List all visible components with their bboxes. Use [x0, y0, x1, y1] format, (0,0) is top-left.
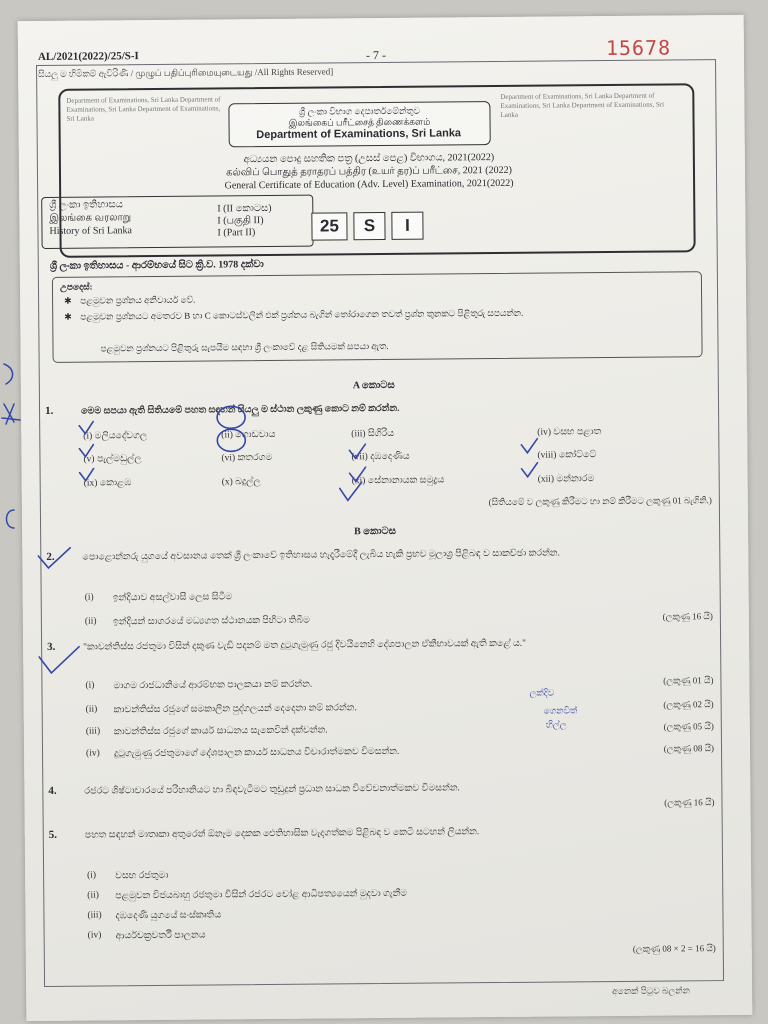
part-ta: I (பகுதி II) [217, 215, 264, 227]
sub-label: (ii) [84, 616, 97, 627]
sub-label: (iv) [86, 748, 100, 759]
instruction-item: පළමුවන ප්‍රශ්නය අනිවාර්ය වේ. [80, 294, 196, 306]
bullet-icon: ✱ [64, 295, 72, 306]
sub-label: (ii) [87, 890, 99, 901]
question-text: රජරට ශිෂ්ටාචාරයේ පරිහානියට හා බිඳවැටීමට තුඩුදුන් ප්‍රධාන සාධක විවේචනාත්මකව විමසන්න. [84, 783, 460, 797]
sub-label: (i) [87, 870, 97, 881]
department-name-en: Department of Examinations, Sri Lanka [256, 127, 462, 142]
part-labels [217, 203, 272, 239]
question-number: 4. [48, 784, 57, 797]
part-b-heading: B කොටස [354, 525, 396, 538]
continued-note: අනෙක් පිටුව බලන්න [612, 985, 690, 997]
serial-number: 15678 [605, 35, 672, 61]
map-option: (iii) සිගිරිය [351, 428, 395, 440]
exam-title [179, 150, 559, 192]
page-number: - 7 - [365, 47, 387, 63]
map-option: (ix) කොළඹ [83, 478, 132, 489]
sub-label: (iv) [87, 930, 102, 941]
sub-text: දඹදෙණි යුගයේ සංස්කෘතිය [115, 910, 222, 922]
part-a-heading: A කොටස [352, 379, 395, 392]
map-option: (x) බදුල්ල [221, 477, 261, 488]
question-marks: (ලකුණු 08 × 2 = 16 යි) [632, 943, 716, 954]
map-option: (vii) දඹදෙණිය [351, 451, 410, 463]
exam-title-ta: கல்விப் பொதுத் தராதரப் பத்திர (உயர் தர)ப் பரீட்சை, 2021 (2022) [225, 164, 512, 179]
subject-en: History of Sri Lanka [49, 225, 133, 237]
subject-ta: இலங்கை வரலாறு [49, 212, 132, 224]
sub-text: මාගම රාජධානියේ ආරම්භක පාලකයා නම් කරන්න. [113, 679, 313, 692]
sub-text: දුටුගැමුණු රජතුමාගේ දේශපාලන කාර්ය සාධනය විචාරාත්මකව විමසන්න. [114, 746, 400, 760]
paper-code: AL/2021(2022)/25/S-I [37, 50, 139, 64]
sub-label: (i) [84, 592, 94, 603]
rights-notice: සියලු ම හිමිකම් ඇවිරිණි / முழுப் பதிப்புரிமையுடையது /All Rights Reserved] [38, 66, 334, 80]
map-option: (vi) කතරගම [221, 452, 273, 464]
instruction-item: පළමුවන ප්‍රශ්නයට අමතරව B හා C කොටස්වලින් එක් ප්‍රශ්නය බැගින් තෝරාගෙන තවත් ප්‍රශ්න තුනකට පිළිතුරු සපයන්න. [80, 307, 524, 322]
sub-text: ඉන්දියන් සාගරයේ මධ්‍යගත ස්ථානයක පිහිටා තිබීම [112, 615, 310, 628]
exam-title-en: General Certificate of Education (Adv. Level) Examination, 2021(2022) [224, 177, 514, 192]
sub-text: ආර්යචක්‍රවර්තී පාලනය [115, 930, 206, 942]
sub-label: (iii) [85, 726, 101, 737]
map-option: (i) මලියදේවගල [83, 431, 148, 442]
map-option: (viii) කෝට්ටේ [537, 450, 597, 461]
sub-text: ඉන්දියාව අසල්වාසී ලෙස සිටීම [112, 592, 233, 604]
question-number: 5. [48, 828, 58, 841]
sub-marks: (ලකුණු 01 යි) [663, 675, 714, 686]
question-text: පහත සඳහන් මාතෘකා අතුරෙන් ඕනෑම දෙකක ඓතිහාසික වැදගත්කම පිළිබඳ ව කෙටි සටහන් ලියන්න. [84, 827, 480, 841]
question-text: පොළොන්නරු යුගයේ අවසානය තෙක් ශ්‍රී ලංකාවේ ඉතිහාසය හැදෑරීමේදී ලැබිය හැකි ප්‍රභව මූලාශ්‍ර පිළිබඳ ව සාකච්ඡා කරන්න. [82, 548, 560, 563]
handwritten-note: හිල්ල [545, 720, 567, 731]
exam-paper-page [18, 15, 753, 1021]
instruction-item: පළමුවන ප්‍රශ්නයට පිළිතුරු සැපයීම සඳහා ශ්‍රී ලංකාවේ දළ සිතියමක් සපයා ඇත. [100, 340, 389, 354]
question-number: 2. [46, 550, 55, 563]
question-number: 1. [45, 404, 54, 417]
sub-marks: (ලකුණු 08 යි) [663, 743, 715, 754]
sub-label: (ii) [85, 704, 98, 715]
question-text: මෙම සපයා ඇති සිතියමේ පහත සඳහන් සියලු ම ස්ථාන ලකුණු කොට නම් කරන්න. [81, 403, 400, 417]
question-text: "කාවන්තිස්ස රජතුමා විසින් දකුණ වැඩි පදනම් මත දුටුගැමුණු රජු දිවයිනෙහි දේශපාලන ඒකීභාවයක් ඇති කළේ ය." [83, 638, 527, 653]
watermark-right: Department of Examinations, Sri Lanka Department of Examinations, Sri Lanka Department of Examinations, Sri Lanka [500, 91, 665, 119]
question-marks: (ලකුණු 16 යි) [664, 797, 715, 808]
subject-names [49, 198, 132, 238]
handwritten-note: ලක්දිව [529, 688, 555, 699]
handwritten-note: ගෙනවිත් [543, 706, 578, 717]
department-name-si: ශ්‍රී ලංකා විභාග දෙපාර්තමේන්තුව [298, 105, 421, 117]
subject-code-box: 25 [311, 212, 347, 240]
subject-si: ශ්‍රී ලංකා ඉතිහාසය [49, 199, 123, 211]
syllabus-period: ශ්‍රී ලංකා ඉතිහාසය - ආරම්භයේ සිට ක්‍රි.ව. 1978 දක්වා [49, 259, 264, 272]
sub-label: (iii) [87, 910, 102, 921]
paper-code-box: I [391, 212, 423, 240]
sub-text: පළමුවන විජයබාහු රජතුමා විසින් රජරට චෝළ ආධිපත්‍යයෙන් මුදවා ගැනීම [115, 888, 408, 902]
question-number: 3. [47, 640, 56, 653]
sub-marks: (ලකුණු 05 යි) [663, 721, 714, 732]
part-en: I (Part II) [217, 227, 256, 239]
map-option: (v) පැල්මඩුල්ල [83, 454, 142, 465]
exam-title-si: අධ්‍යයන පොදු සහතික පත්‍ර (උසස් පෙළ) විභාගය, 2021(2022) [243, 152, 495, 166]
sub-text: කාවන්තිස්ස රජුගේ කාර්ය සාධනය සැකෙවින් දක්වන්න. [113, 725, 328, 738]
bullet-icon: ✱ [64, 311, 72, 322]
question-marks: (සිතියමේ ව ලකුණු කිරීමට හා නම් කිරීමට ලකුණු 01 බැගිනි.) [488, 495, 712, 508]
sub-text: කාවන්තිස්ස රජුගේ සමකාලීන පුද්ගලයන් දෙදෙනා නම් කරන්න. [113, 703, 357, 716]
department-name-ta: இலங்கைப் பரீட்சைத் திணைக்களம் [288, 116, 431, 128]
sub-marks: (ලකුණු 02 යි) [663, 699, 714, 710]
part-si: I (II කොටස) [217, 202, 272, 215]
instructions-title: උපදෙස්: [59, 281, 93, 292]
sub-marks: (ලකුණු 16 යි) [662, 611, 713, 622]
map-option: (xii) මන්නාරම [537, 474, 595, 485]
map-option: (iv) වසභ පළාත [537, 427, 602, 438]
map-option: (ii) ගොඩවාය [221, 429, 276, 441]
sub-label: (i) [85, 680, 95, 691]
sub-text: වසභ රජතුමා [115, 870, 169, 882]
medium-code-box: S [353, 212, 385, 240]
map-option: (xi) සේනානායක සමුද්‍රය [351, 475, 445, 487]
watermark-left: Department of Examinations, Sri Lanka Department of Examinations, Sri Lanka Department of Examinations, Sri Lanka [66, 95, 221, 123]
